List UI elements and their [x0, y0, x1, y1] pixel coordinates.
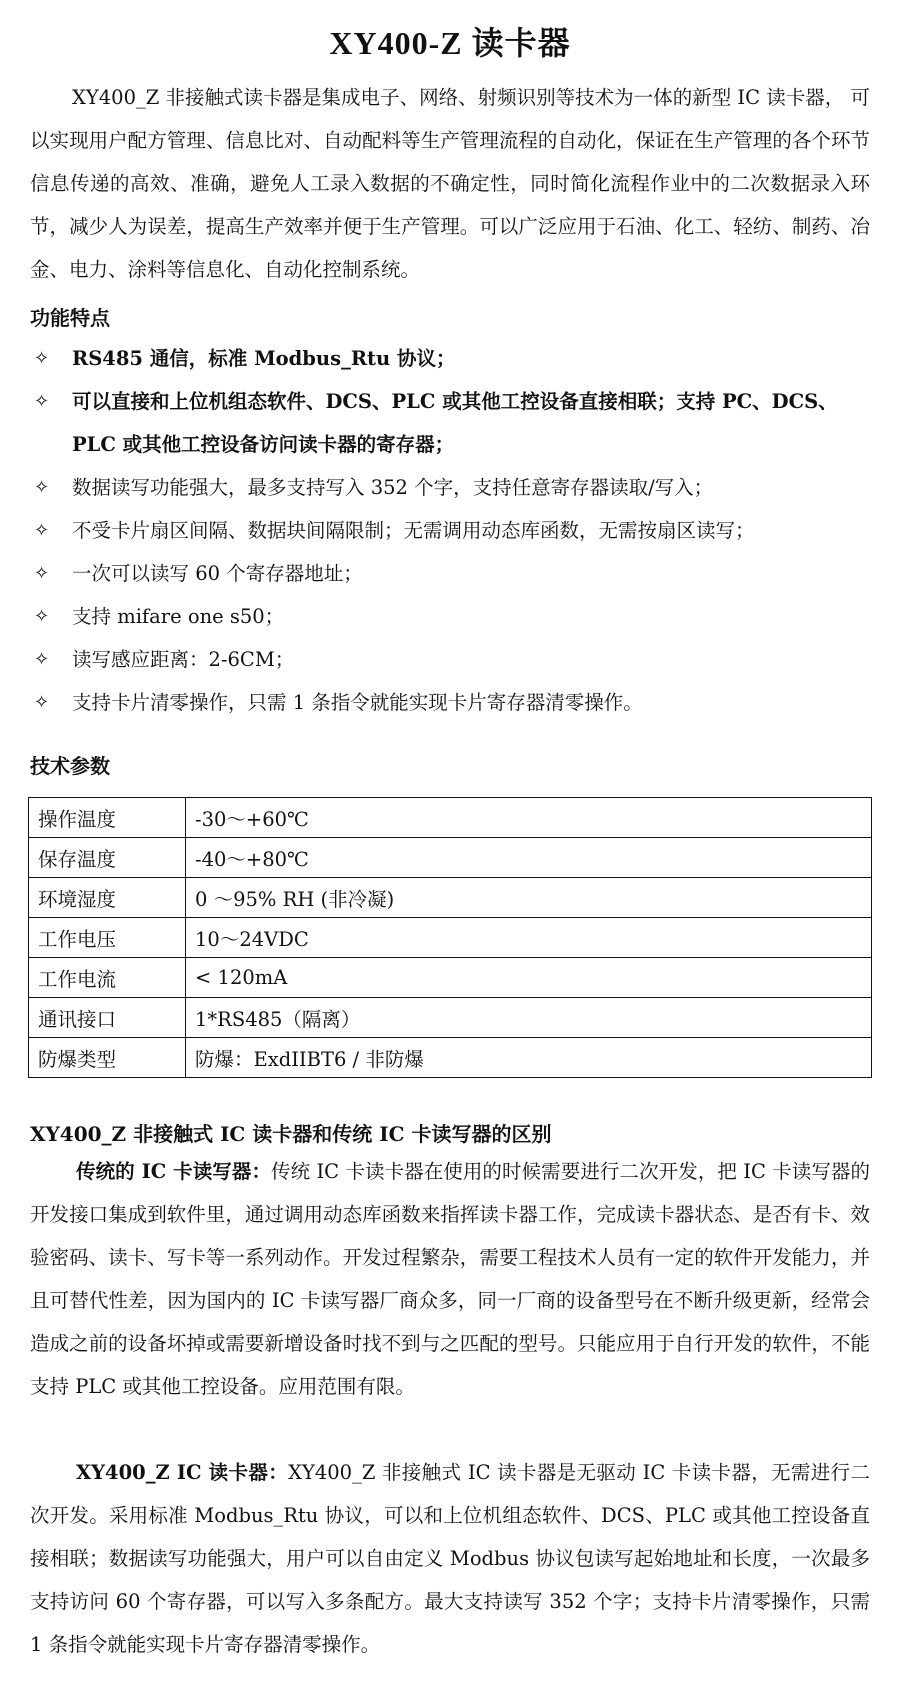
traditional-reader-paragraph [30, 1150, 870, 1408]
table-row [29, 998, 872, 1038]
feature-item [30, 509, 875, 552]
feature-text: 不受卡片扇区间隔、数据块间隔限制；无需调用动态库函数，无需按扇区读写； [72, 519, 755, 542]
feature-text: 一次可以读写 60 个寄存器地址； [72, 562, 363, 585]
spec-value: 1*RS485（隔离） [186, 998, 872, 1038]
spec-key: 保存温度 [29, 838, 186, 878]
table-row [29, 838, 872, 878]
xy400-reader-text: XY400_Z 非接触式 IC 读卡器是无驱动 IC 卡读卡器，无需进行二次开发。采用标准 Modbus_Rtu 协议，可以和上位机组态软件、DCS、PLC 或其他工控设备直接相联；数据读写功能强大，用户可以自由定义 Modbus 协议包读写起始地址和长度，一次最多支持访问 60 个寄存器，可以写入多条配方。最大支持读写 352 个字；支持卡片清零操作，只需 1 条指令就能实现卡片寄存器清零操作。 [30, 1461, 870, 1656]
feature-item [30, 380, 875, 466]
traditional-reader-lead: 传统的 IC 卡读写器： [76, 1160, 272, 1183]
features-list [30, 337, 875, 724]
table-row [29, 878, 872, 918]
xy400-reader-lead: XY400_Z IC 读卡器： [76, 1461, 289, 1484]
spec-key: 工作电流 [29, 958, 186, 998]
diamond-bullet-icon: ✧ [34, 563, 50, 584]
spec-key: 通讯接口 [29, 998, 186, 1038]
diamond-bullet-icon: ✧ [34, 477, 50, 498]
diamond-bullet-icon: ✧ [34, 348, 50, 369]
spec-key: 环境湿度 [29, 878, 186, 918]
feature-text: 读写感应距离：2-6CM； [72, 648, 295, 671]
intro-paragraph: XY400_Z 非接触式读卡器是集成电子、网络、射频识别等技术为一体的新型 IC 读卡器， 可以实现用户配方管理、信息比对、自动配料等生产管理流程的自动化，保证在生产管理的各个环节信息传递的高效、准确，避免人工录入数据的不确定性，同时简化流程作业中的二次数据录入环节，减少人为误差，提高生产效率并便于生产管理。可以广泛应用于石油、化工、轻纺、制药、冶金、电力、涂料等信息化、自动化控制系统。 [30, 86, 870, 281]
table-row [29, 1038, 872, 1078]
feature-item [30, 681, 875, 724]
spec-value: 0 ～95% RH (非冷凝) [186, 878, 872, 918]
document-title: XY400-Z 读卡器 [329, 25, 571, 61]
feature-item [30, 466, 875, 509]
feature-text: 支持卡片清零操作，只需 1 条指令就能实现卡片寄存器清零操作。 [72, 691, 643, 714]
spec-key: 操作温度 [29, 798, 186, 838]
diamond-bullet-icon: ✧ [34, 606, 50, 627]
traditional-reader-text: 传统 IC 卡读卡器在使用的时候需要进行二次开发，把 IC 卡读写器的开发接口集成到软件里，通过调用动态库函数来指挥读卡器工作，完成读卡器状态、是否有卡、效验密码、读卡、写卡等一系列动作。开发过程繁杂，需要工程技术人员有一定的软件开发能力，并且可替代性差，因为国内的 IC 卡读写器厂商众多，同一厂商的设备型号在不断升级更新，经常会造成之前的设备坏掉或需要新增设备时找不到与之匹配的型号。只能应用于自行开发的软件，不能支持 PLC 或其他工控设备。应用范围有限。 [30, 1160, 870, 1398]
spec-value: 防爆：ExdIIBT6 / 非防爆 [186, 1038, 872, 1078]
feature-item [30, 552, 875, 595]
specs-table [28, 797, 872, 1078]
table-row [29, 958, 872, 998]
feature-item [30, 337, 875, 380]
diamond-bullet-icon: ✧ [34, 391, 50, 412]
spec-key: 防爆类型 [29, 1038, 186, 1078]
specs-heading: 技术参数 [30, 754, 110, 778]
comparison-heading: XY400_Z 非接触式 IC 读卡器和传统 IC 卡读写器的区别 [30, 1122, 552, 1146]
spec-value: -30～+60℃ [186, 798, 872, 838]
xy400-reader-paragraph [30, 1451, 870, 1666]
diamond-bullet-icon: ✧ [34, 692, 50, 713]
feature-text: 数据读写功能强大，最多支持写入 352 个字，支持任意寄存器读取/写入； [72, 476, 714, 499]
spec-value: < 120mA [186, 958, 872, 998]
diamond-bullet-icon: ✧ [34, 520, 50, 541]
diamond-bullet-icon: ✧ [34, 649, 50, 670]
feature-text: 可以直接和上位机组态软件、DCS、PLC 或其他工控设备直接相联；支持 PC、DCS、PLC 或其他工控设备访问读卡器的寄存器； [72, 390, 838, 456]
feature-item [30, 595, 875, 638]
spec-key: 工作电压 [29, 918, 186, 958]
table-row [29, 918, 872, 958]
table-row [29, 798, 872, 838]
feature-item [30, 638, 875, 681]
feature-text: RS485 通信，标准 Modbus_Rtu 协议； [72, 347, 456, 370]
spec-value: -40～+80℃ [186, 838, 872, 878]
spec-value: 10～24VDC [186, 918, 872, 958]
features-heading: 功能特点 [30, 306, 110, 330]
feature-text: 支持 mifare one s50； [72, 605, 285, 628]
